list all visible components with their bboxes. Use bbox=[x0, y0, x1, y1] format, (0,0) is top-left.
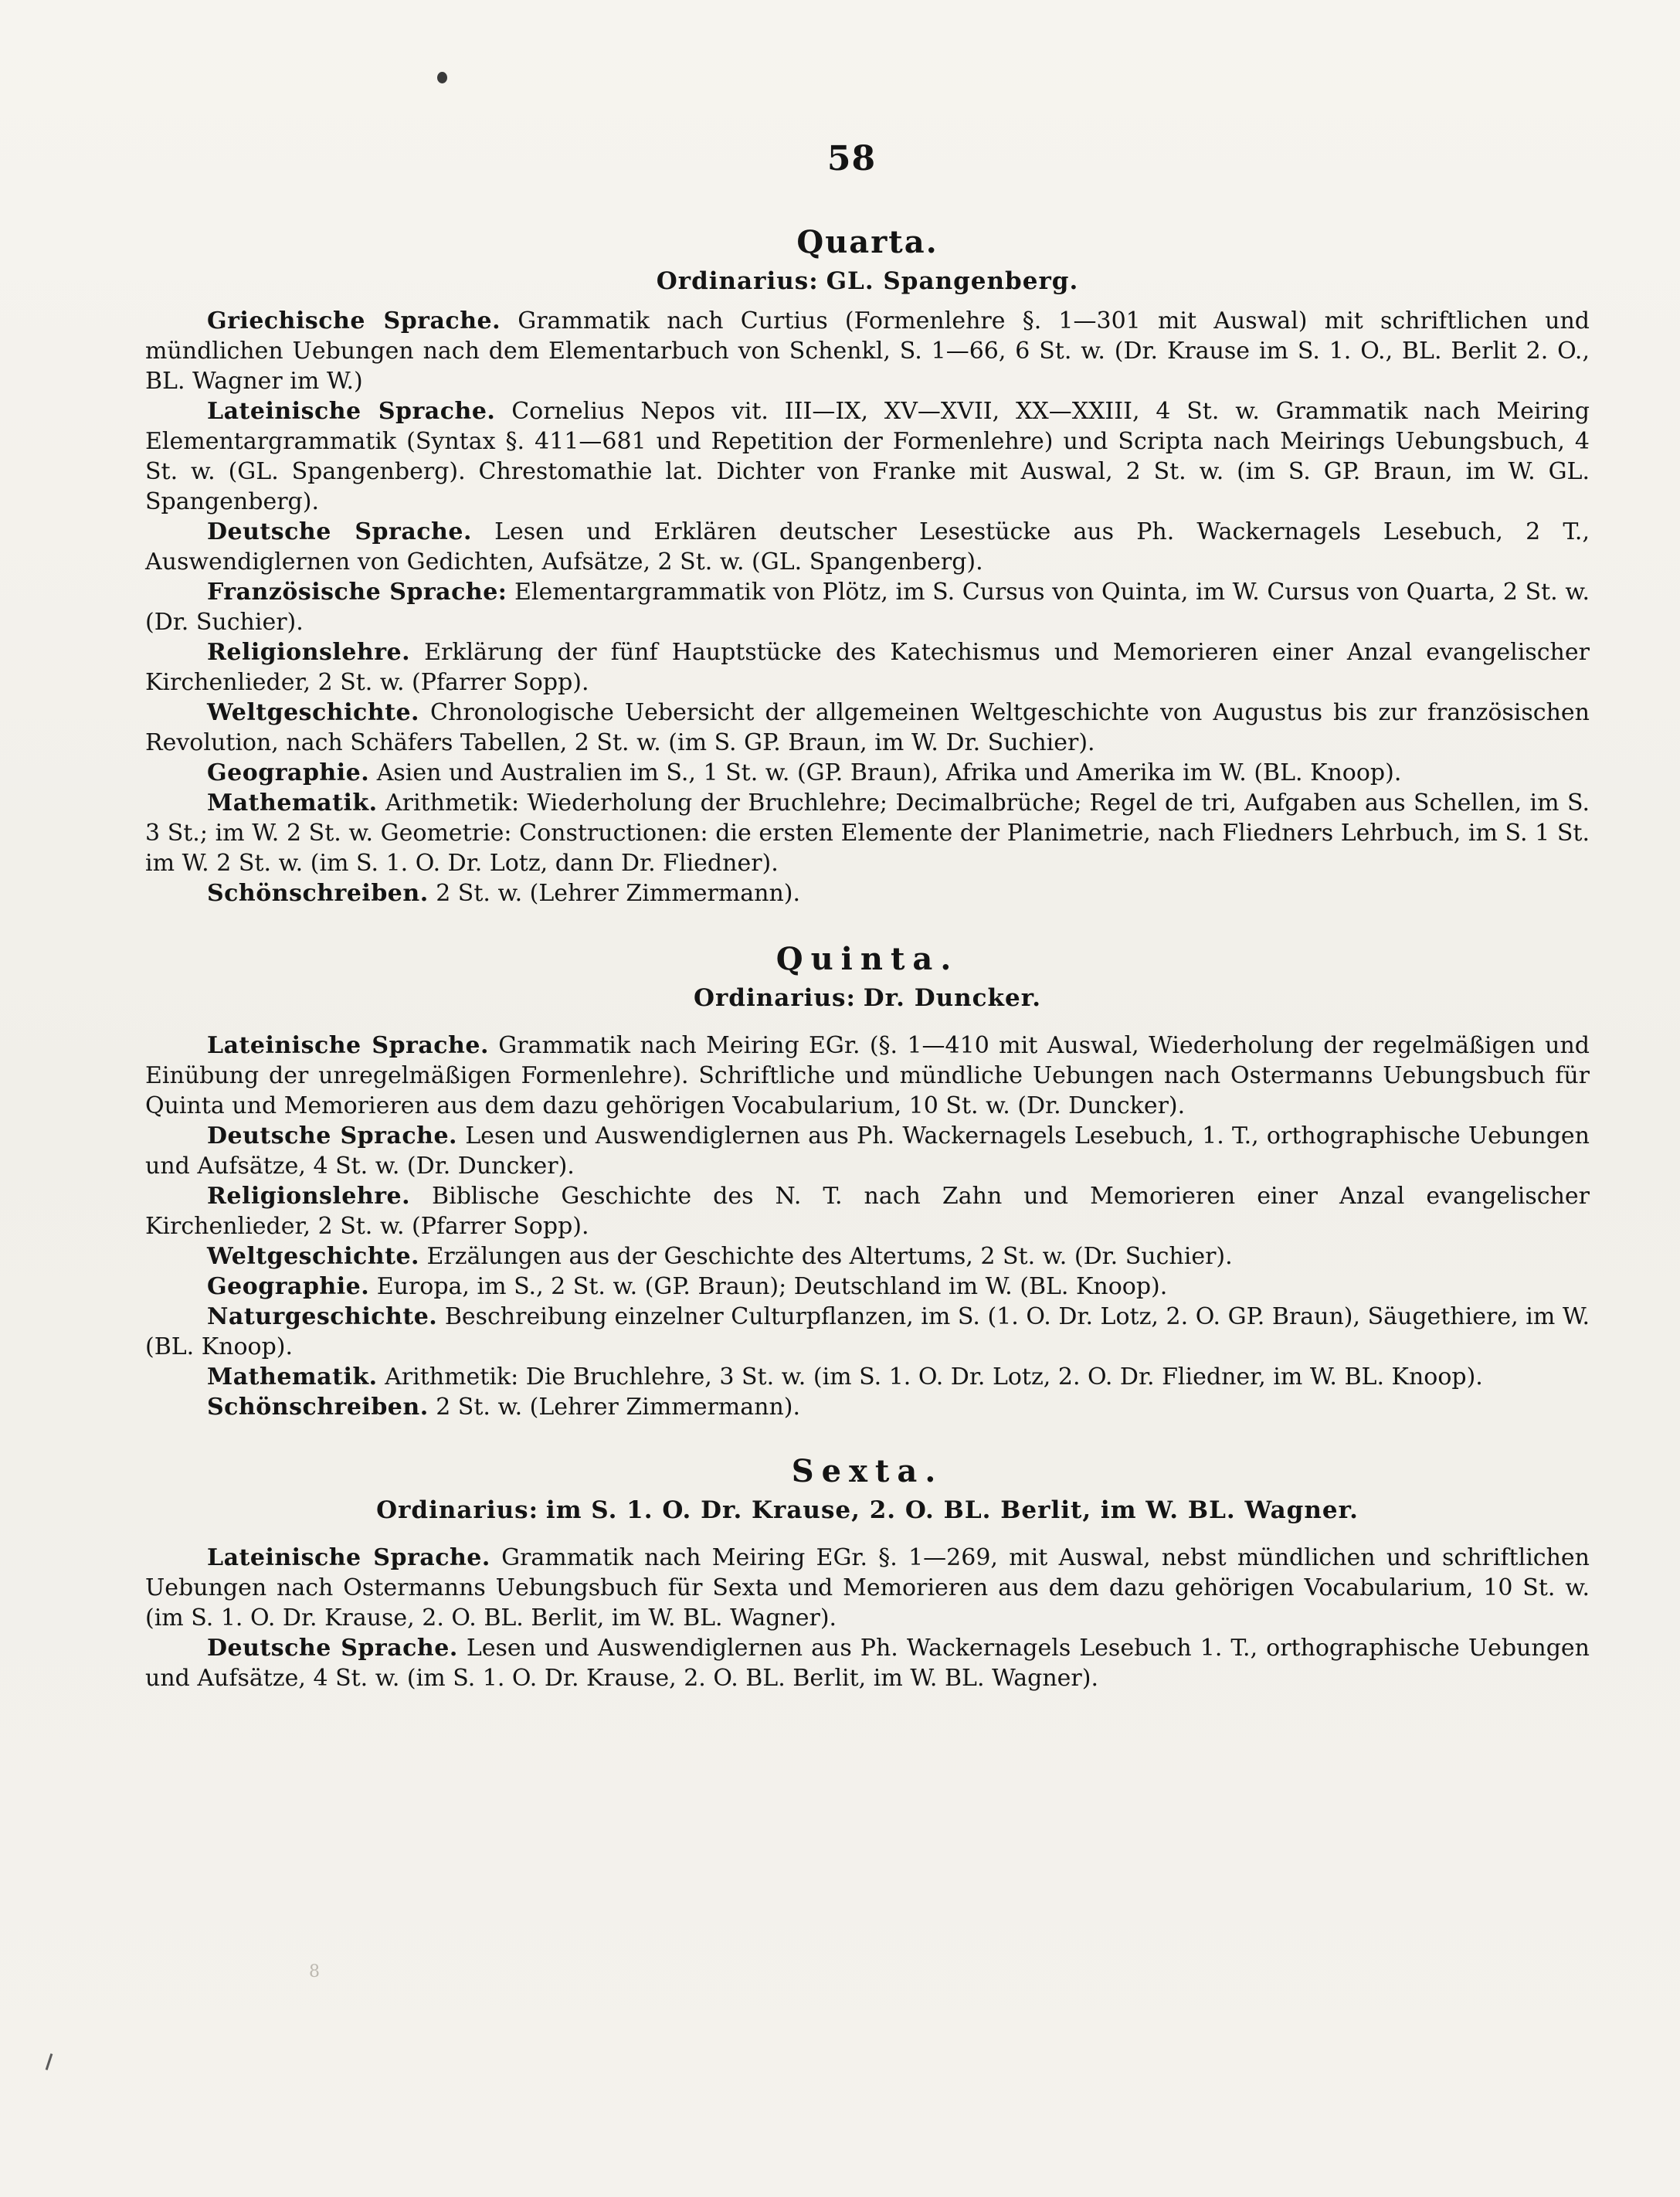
page-content bbox=[145, 224, 1590, 1693]
page-number: 58 bbox=[826, 139, 877, 178]
subject-entry bbox=[145, 878, 1590, 908]
subject-name: Lateinische Sprache. bbox=[207, 1544, 490, 1571]
subject-entry bbox=[145, 1181, 1590, 1241]
subject-entry bbox=[145, 758, 1590, 788]
subject-entry bbox=[145, 1392, 1590, 1422]
subject-name: Religionslehre. bbox=[207, 1183, 411, 1210]
subject-text: Grammatik nach Meiring EGr. §. 1—269, mit Auswal, nebst mündlichen und schriftlichen Uebungen nach Ostermanns Uebungsbuch für Sexta und Memorieren aus dem dazu gehörigen Vocabularium, 10 St. w. (im S. 1. O. Dr. Krause, 2. O. BL. Berlit, im W. BL. Wagner). bbox=[145, 1544, 1590, 1632]
subject-text: Grammatik nach Meiring EGr. (§. 1—410 mit Auswal, Wiederholung der regelmäßigen und Einübung der unregelmäßigen Formenlehre). Schriftliche und mündliche Uebungen nach Ostermanns Uebungsbuch für Quinta und Memorieren aus dem dazu gehörigen Vocabularium, 10 St. w. (Dr. Duncker). bbox=[145, 1032, 1590, 1119]
subject-text: Grammatik nach Curtius (Formenlehre §. 1—301 mit Auswal) mit schriftlichen und mündlichen Uebungen nach dem Elementarbuch von Schenkl, S. 1—66, 6 St. w. (Dr. Krause im S. 1. O., BL. Berlit 2. O., BL. Wagner im W.) bbox=[145, 307, 1590, 395]
subject-entry bbox=[145, 1031, 1590, 1121]
stray-mark: 8 bbox=[309, 1962, 320, 1981]
subject-entry bbox=[145, 1272, 1590, 1302]
subject-name: Geographie. bbox=[207, 759, 370, 786]
ordinarius-line bbox=[145, 266, 1590, 297]
subject-text: Chronologische Uebersicht der allgemeinen Weltgeschichte von Augustus bis zur französischen Revolution, nach Schäfers Tabellen, 2 St. w. (im S. GP. Braun, im W. Dr. Suchier). bbox=[145, 699, 1590, 756]
subject-entry bbox=[145, 1633, 1590, 1693]
subject-entry bbox=[145, 1241, 1590, 1272]
subject-entry bbox=[145, 1543, 1590, 1633]
subject-name: Weltgeschichte. bbox=[207, 699, 419, 726]
subject-entry bbox=[145, 517, 1590, 577]
subject-entry bbox=[145, 1362, 1590, 1392]
margin-mark bbox=[46, 2053, 53, 2070]
subject-name: Deutsche Sprache. bbox=[207, 1122, 457, 1149]
section-quinta bbox=[145, 941, 1590, 1422]
subject-name: Deutsche Sprache. bbox=[207, 1635, 458, 1662]
ordinarius-name: Dr. Duncker. bbox=[863, 984, 1042, 1012]
subject-name: Geographie. bbox=[207, 1273, 370, 1300]
section-title: Quinta. bbox=[776, 941, 959, 977]
subject-text: Arithmetik: Wiederholung der Bruchlehre; Decimalbrüche; Regel de tri, Aufgaben aus Schellen, im S. 3 St.; im W. 2 St. w. Geometrie: Constructionen: die ersten Elemente der Planimetrie, nach Fliedners Lehrbuch, im S. 1 St. im W. 2 St. w. (im S. 1. O. Dr. Lotz, dann Dr. Fliedner). bbox=[145, 789, 1590, 877]
subject-text: Beschreibung einzelner Culturpflanzen, im S. (1. O. Dr. Lotz, 2. O. GP. Braun), Säugethiere, im W. (BL. Knoop). bbox=[145, 1303, 1590, 1360]
subject-text: Lesen und Erklären deutscher Lesestücke aus Ph. Wackernagels Lesebuch, 2 T., Auswendiglernen von Gedichten, Aufsätze, 2 St. w. (GL. Spangenberg). bbox=[145, 518, 1590, 576]
subject-name: Lateinische Sprache. bbox=[207, 1032, 489, 1059]
subject-text: Biblische Geschichte des N. T. nach Zahn und Memorieren einer Anzal evangelischer Kirchenlieder, 2 St. w. (Pfarrer Sopp). bbox=[145, 1183, 1590, 1240]
subject-text: Cornelius Nepos vit. III—IX, XV—XVII, XX—XXIII, 4 St. w. Grammatik nach Meiring Elementargrammatik (Syntax §. 411—681 und Repetition der Formenlehre) und Scripta nach Meirings Uebungsbuch, 4 St. w. (GL. Spangenberg). Chrestomathie lat. Dichter von Franke mit Auswal, 2 St. w. (im S. GP. Braun, im W. GL. Spangenberg). bbox=[145, 398, 1590, 515]
section-title: Sexta. bbox=[791, 1453, 944, 1489]
subject-text: Erklärung der fünf Hauptstücke des Katechismus und Memorieren einer Anzal evangelischer Kirchenlieder, 2 St. w. (Pfarrer Sopp). bbox=[145, 639, 1590, 696]
ordinarius-label: Ordinarius: bbox=[693, 984, 856, 1012]
subject-name: Deutsche Sprache. bbox=[207, 518, 472, 545]
ordinarius-label: Ordinarius: bbox=[376, 1496, 539, 1524]
subject-name: Religionslehre. bbox=[207, 639, 411, 666]
subject-name: Lateinische Sprache. bbox=[207, 398, 496, 425]
section-quarta bbox=[145, 224, 1590, 908]
subject-name: Französische Sprache: bbox=[207, 579, 507, 606]
subject-entry bbox=[145, 698, 1590, 758]
subject-text: Lesen und Auswendiglernen aus Ph. Wackernagels Lesebuch, 1. T., orthographische Uebungen und Aufsätze, 4 St. w. (Dr. Duncker). bbox=[145, 1122, 1590, 1180]
subject-entry bbox=[145, 306, 1590, 396]
subject-text: Elementargrammatik von Plötz, im S. Cursus von Quinta, im W. Cursus von Quarta, 2 St. w. (Dr. Suchier). bbox=[145, 579, 1590, 636]
subject-name: Mathematik. bbox=[207, 1363, 378, 1391]
section-sexta bbox=[145, 1453, 1590, 1693]
ordinarius-name: im S. 1. O. Dr. Krause, 2. O. BL. Berlit, im W. BL. Wagner. bbox=[545, 1496, 1359, 1524]
subject-entry bbox=[145, 396, 1590, 517]
subject-entry bbox=[145, 1121, 1590, 1181]
subject-text: Asien und Australien im S., 1 St. w. (GP. Braun), Afrika und Amerika im W. (BL. Knoop). bbox=[376, 759, 1402, 786]
ink-spot bbox=[437, 72, 447, 83]
subject-name: Schönschreiben. bbox=[207, 1394, 429, 1421]
subject-text: Europa, im S., 2 St. w. (GP. Braun); Deutschland im W. (BL. Knoop). bbox=[376, 1273, 1168, 1300]
subject-text: Lesen und Auswendiglernen aus Ph. Wackernagels Lesebuch 1. T., orthographische Uebungen und Aufsätze, 4 St. w. (im S. 1. O. Dr. Krause, 2. O. BL. Berlit, im W. BL. Wagner). bbox=[145, 1635, 1590, 1692]
subject-name: Weltgeschichte. bbox=[207, 1243, 419, 1270]
ordinarius-name: GL. Spangenberg. bbox=[826, 267, 1079, 295]
subject-text: Erzälungen aus der Geschichte des Altertums, 2 St. w. (Dr. Suchier). bbox=[426, 1243, 1233, 1270]
section-title: Quarta. bbox=[796, 224, 938, 260]
subject-entry bbox=[145, 637, 1590, 698]
subject-text: 2 St. w. (Lehrer Zimmermann). bbox=[436, 1394, 800, 1421]
subject-entry bbox=[145, 577, 1590, 637]
subject-name: Schönschreiben. bbox=[207, 880, 429, 907]
ordinarius-line bbox=[145, 983, 1590, 1014]
subject-text: Arithmetik: Die Bruchlehre, 3 St. w. (im S. 1. O. Dr. Lotz, 2. O. Dr. Fliedner, im W. BL. Knoop). bbox=[385, 1363, 1483, 1391]
ordinarius-line bbox=[145, 1495, 1590, 1526]
subject-text: 2 St. w. (Lehrer Zimmermann). bbox=[436, 880, 800, 907]
subject-entry bbox=[145, 788, 1590, 878]
ordinarius-label: Ordinarius: bbox=[656, 267, 819, 295]
subject-name: Naturgeschichte. bbox=[207, 1303, 438, 1330]
subject-name: Mathematik. bbox=[207, 789, 378, 817]
subject-name: Griechische Sprache. bbox=[207, 307, 501, 334]
subject-entry bbox=[145, 1302, 1590, 1362]
